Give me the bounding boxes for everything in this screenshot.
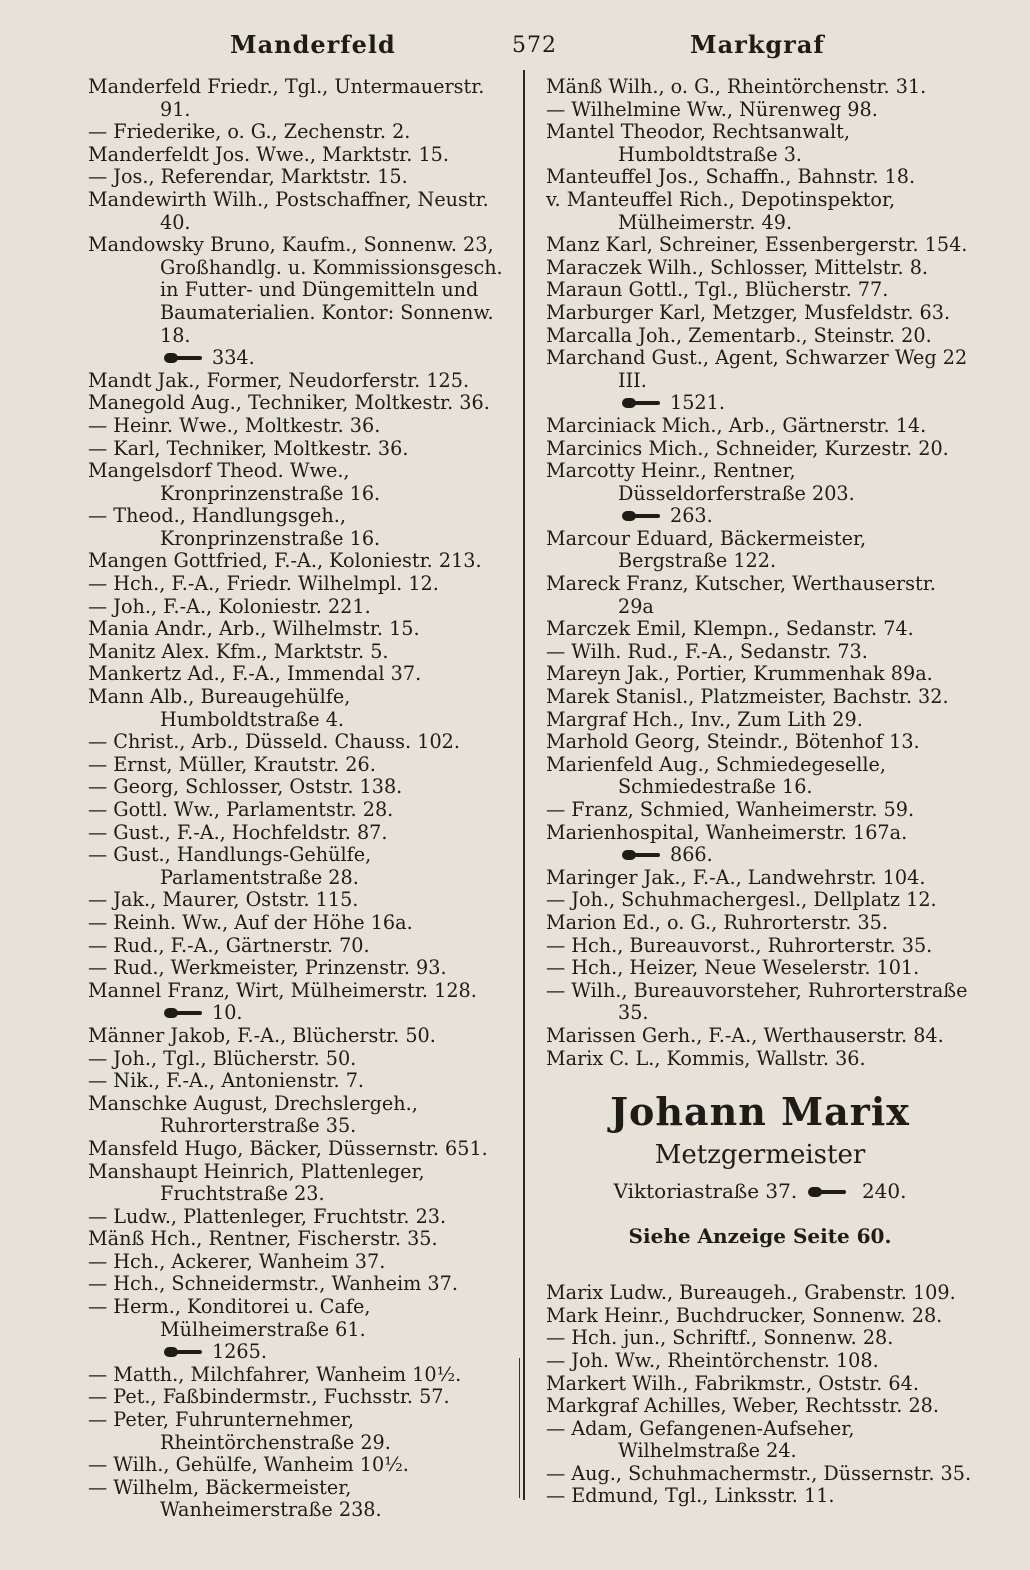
list-item: Marburger Karl, Metzger, Musfeldstr. 63. <box>546 300 951 324</box>
list-item: — Wilhelmine Ww., Nürenweg 98. <box>546 97 878 121</box>
list-item: — Ernst, Müller, Krautstr. 26. <box>88 752 376 776</box>
telephone-icon <box>164 1345 206 1359</box>
list-item: — Gust., Handlungs-Gehülfe, Parlamentstraße 28. <box>88 843 372 889</box>
list-item: Marek Stanisl., Platzmeister, Bachstr. 32. <box>546 685 949 709</box>
list-item: Manshaupt Heinrich, Plattenleger, Fruchtstraße 23. <box>88 1159 425 1206</box>
list-item: — Jak., Maurer, Oststr. 115. <box>88 888 359 912</box>
advertisement <box>546 1088 974 1256</box>
list-item-phone <box>88 1002 508 1025</box>
list-item: Maraun Gottl., Tgl., Blücherstr. 77. <box>546 278 889 302</box>
telephone-icon <box>164 351 206 365</box>
list-item: — Joh., F.-A., Koloniestr. 221. <box>88 594 371 618</box>
list-item: Mänß Hch., Rentner, Fischerstr. 35. <box>88 1227 438 1251</box>
list-item: Manegold Aug., Techniker, Moltkestr. 36. <box>88 391 490 415</box>
list-item: — Pet., Faßbindermstr., Fuchsstr. 57. <box>88 1385 450 1409</box>
list-item: — Nik., F.-A., Antonienstr. 7. <box>88 1069 365 1093</box>
running-head-right: Markgraf <box>690 30 825 59</box>
list-item: Manderfeldt Jos. Wwe., Marktstr. 15. <box>88 142 449 166</box>
list-item: Mareck Franz, Kutscher, Werthauserstr. 29a <box>546 572 936 618</box>
list-item: Marienfeld Aug., Schmiedegeselle, Schmiedestraße 16. <box>546 752 887 799</box>
list-item: Manschke August, Drechslergeh., Ruhrorterstraße 35. <box>88 1091 418 1138</box>
list-item: — Hch., F.-A., Friedr. Wilhelmpl. 12. <box>88 572 439 596</box>
list-item: Manz Karl, Schreiner, Essenbergerstr. 154. <box>546 233 968 257</box>
list-item: — Hch. jun., Schriftf., Sonnenw. 28. <box>546 1326 894 1350</box>
list-item: Marchand Gust., Agent, Schwarzer Weg 22 III. <box>546 346 968 392</box>
list-item: — Hch., Bureauvorst., Ruhrorterstr. 35. <box>546 933 933 957</box>
list-item: Mangelsdorf Theod. Wwe., Kronprinzenstraße 16. <box>88 459 381 505</box>
telephone-icon <box>808 1185 850 1199</box>
list-item: — Reinh. Ww., Auf der Höhe 16a. <box>88 910 413 934</box>
list-item: — Matth., Milchfahrer, Wanheim 10½. <box>88 1362 462 1386</box>
list-item: Marcalla Joh., Zementarb., Steinstr. 20. <box>546 323 932 347</box>
list-item: — Ludw., Plattenleger, Fruchtstr. 23. <box>88 1204 447 1228</box>
list-item: — Edmund, Tgl., Linksstr. 11. <box>546 1484 835 1508</box>
phone-number: 263. <box>670 504 713 528</box>
list-item: — Georg, Schlosser, Oststr. 138. <box>88 775 403 799</box>
list-item: — Wilh., Bureauvorsteher, Ruhrorterstraße 35. <box>546 978 968 1025</box>
list-item: Marciniack Mich., Arb., Gärtnerstr. 14. <box>546 413 927 437</box>
list-item: — Joh. Ww., Rheintörchenstr. 108. <box>546 1348 879 1372</box>
telephone-icon <box>622 396 664 410</box>
list-item: Maraczek Wilh., Schlosser, Mittelstr. 8. <box>546 255 929 279</box>
list-item: Mann Alb., Bureaugehülfe, Humboldtstraße 4. <box>88 685 351 731</box>
phone-number: 334. <box>212 346 255 370</box>
list-item: Männer Jakob, F.-A., Blücherstr. 50. <box>88 1023 436 1047</box>
list-item: — Wilhelm, Bäckermeister, Wanheimerstraße 238. <box>88 1475 382 1522</box>
list-item: Marion Ed., o. G., Ruhrorterstr. 35. <box>546 910 888 934</box>
list-item: Mandt Jak., Former, Neudorferstr. 125. <box>88 368 470 392</box>
list-item: Marissen Gerh., F.-A., Werthauserstr. 84. <box>546 1023 944 1047</box>
telephone-icon <box>164 1006 206 1020</box>
ad-phone: 240. <box>861 1179 907 1204</box>
list-item: Margraf Hch., Inv., Zum Lith 29. <box>546 707 863 731</box>
list-item: — Theod., Handlungsgeh., Kronprinzenstraße 16. <box>88 504 381 550</box>
ad-address: Viktoriastraße 37. <box>613 1179 798 1204</box>
list-item: Markgraf Achilles, Weber, Rechtsstr. 28. <box>546 1394 939 1418</box>
list-item: Mansfeld Hugo, Bäcker, Düssernstr. 651. <box>88 1136 488 1160</box>
column-divider <box>523 70 525 1500</box>
list-item: — Jos., Referendar, Marktstr. 15. <box>88 165 408 189</box>
list-item: Manteuffel Jos., Schaffn., Bahnstr. 18. <box>546 165 916 189</box>
right-column <box>546 76 974 1508</box>
running-head-left: Manderfeld <box>230 30 396 59</box>
list-item: Manitz Alex. Kfm., Marktstr. 5. <box>88 639 389 663</box>
list-item: — Hch., Heizer, Neue Weselerstr. 101. <box>546 956 920 980</box>
list-item: Marienhospital, Wanheimerstr. 167a. <box>546 820 908 844</box>
list-item: — Herm., Konditorei u. Cafe, Mülheimerstraße 61. <box>88 1295 371 1341</box>
list-item: — Wilh., Gehülfe, Wanheim 10½. <box>88 1453 409 1477</box>
ad-reference: Siehe Anzeige Seite 60. <box>628 1224 892 1249</box>
list-item: Marhold Georg, Steindr., Bötenhof 13. <box>546 730 920 754</box>
list-item-phone <box>546 844 974 867</box>
list-item: Mangen Gottfried, F.-A., Koloniestr. 213. <box>88 549 482 573</box>
list-item: Marcour Eduard, Bäckermeister, Bergstraße 122. <box>546 526 867 573</box>
list-item: — Heinr. Wwe., Moltkestr. 36. <box>88 413 381 437</box>
telephone-icon <box>622 509 664 523</box>
list-item: Mania Andr., Arb., Wilhelmstr. 15. <box>88 617 420 641</box>
list-item-phone <box>546 505 974 528</box>
list-item: — Franz, Schmied, Wanheimerstr. 59. <box>546 798 915 821</box>
phone-number: 866. <box>670 843 713 867</box>
phone-number: 1265. <box>212 1340 267 1364</box>
list-item: Mark Heinr., Buchdrucker, Sonnenw. 28. <box>546 1303 943 1327</box>
list-item: — Gottl. Ww., Parlamentstr. 28. <box>88 798 394 821</box>
list-item: — Christ., Arb., Düsseld. Chauss. 102. <box>88 730 460 754</box>
telephone-icon <box>622 848 664 862</box>
ad-address-line <box>546 1174 974 1208</box>
list-item: — Rud., Werkmeister, Prinzenstr. 93. <box>88 956 447 980</box>
column-divider-short <box>519 1358 520 1498</box>
list-item: Mantel Theodor, Rechtsanwalt, Humboldtstraße 3. <box>546 120 850 166</box>
ad-profession: Metzgermeister <box>654 1140 866 1171</box>
list-item: — Gust., F.-A., Hochfeldstr. 87. <box>88 820 388 844</box>
list-item: — Joh., Schuhmachergesl., Dellplatz 12. <box>546 888 937 912</box>
list-item: Marcotty Heinr., Rentner, Düsseldorferstraße 203. <box>546 459 855 505</box>
list-item: — Adam, Gefangenen-Aufseher, Wilhelmstraße 24. <box>546 1416 855 1463</box>
phone-number: 10. <box>212 1001 243 1025</box>
list-item: Mänß Wilh., o. G., Rheintörchenstr. 31. <box>546 75 927 98</box>
list-item: — Wilh. Rud., F.-A., Sedanstr. 73. <box>546 639 868 663</box>
list-item: Marix Ludw., Bureaugeh., Grabenstr. 109. <box>546 1281 956 1305</box>
list-item: v. Manteuffel Rich., Depotinspektor, Mülheimerstr. 49. <box>546 187 896 234</box>
list-item-phone <box>546 392 974 415</box>
list-item: — Aug., Schuhmachermstr., Düssernstr. 35. <box>546 1461 972 1485</box>
list-item: — Hch., Ackerer, Wanheim 37. <box>88 1249 386 1273</box>
list-item-phone <box>88 347 508 370</box>
list-item-phone <box>88 1341 508 1364</box>
list-item: — Hch., Schneidermstr., Wanheim 37. <box>88 1272 458 1296</box>
list-item: — Peter, Fuhrunternehmer, Rheintörchenstraße 29. <box>88 1408 391 1454</box>
list-item: Marcinics Mich., Schneider, Kurzestr. 20. <box>546 436 949 460</box>
list-item: — Rud., F.-A., Gärtnerstr. 70. <box>88 933 370 957</box>
left-column <box>88 76 508 1522</box>
list-item: Manderfeld Friedr., Tgl., Untermauerstr. 91. <box>88 75 485 121</box>
list-item: Marczek Emil, Klempn., Sedanstr. 74. <box>546 617 914 641</box>
list-item: Mandewirth Wilh., Postschaffner, Neustr. 40. <box>88 187 489 234</box>
list-item: Mareyn Jak., Portier, Krummenhak 89a. <box>546 662 933 686</box>
list-item: Marix C. L., Kommis, Wallstr. 36. <box>546 1046 866 1070</box>
ad-name: Johann Marix <box>610 1089 910 1135</box>
list-item: — Karl, Techniker, Moltkestr. 36. <box>88 436 409 460</box>
phone-number: 1521. <box>670 391 725 415</box>
list-item: Markert Wilh., Fabrikmstr., Oststr. 64. <box>546 1371 919 1395</box>
list-item: Mandowsky Bruno, Kaufm., Sonnenw. 23, Großhandlg. u. Kommissionsgesch. in Futter- und Düngemitteln und Baumaterialien. Kontor: Sonnenw. 18. <box>88 233 503 347</box>
list-item: — Joh., Tgl., Blücherstr. 50. <box>88 1046 357 1070</box>
list-item: Mankertz Ad., F.-A., Immendal 37. <box>88 662 422 686</box>
list-item: Mannel Franz, Wirt, Mülheimerstr. 128. <box>88 978 477 1002</box>
page-number: 572 <box>512 33 557 58</box>
list-item: Maringer Jak., F.-A., Landwehrstr. 104. <box>546 865 926 889</box>
list-item: — Friederike, o. G., Zechenstr. 2. <box>88 120 411 144</box>
